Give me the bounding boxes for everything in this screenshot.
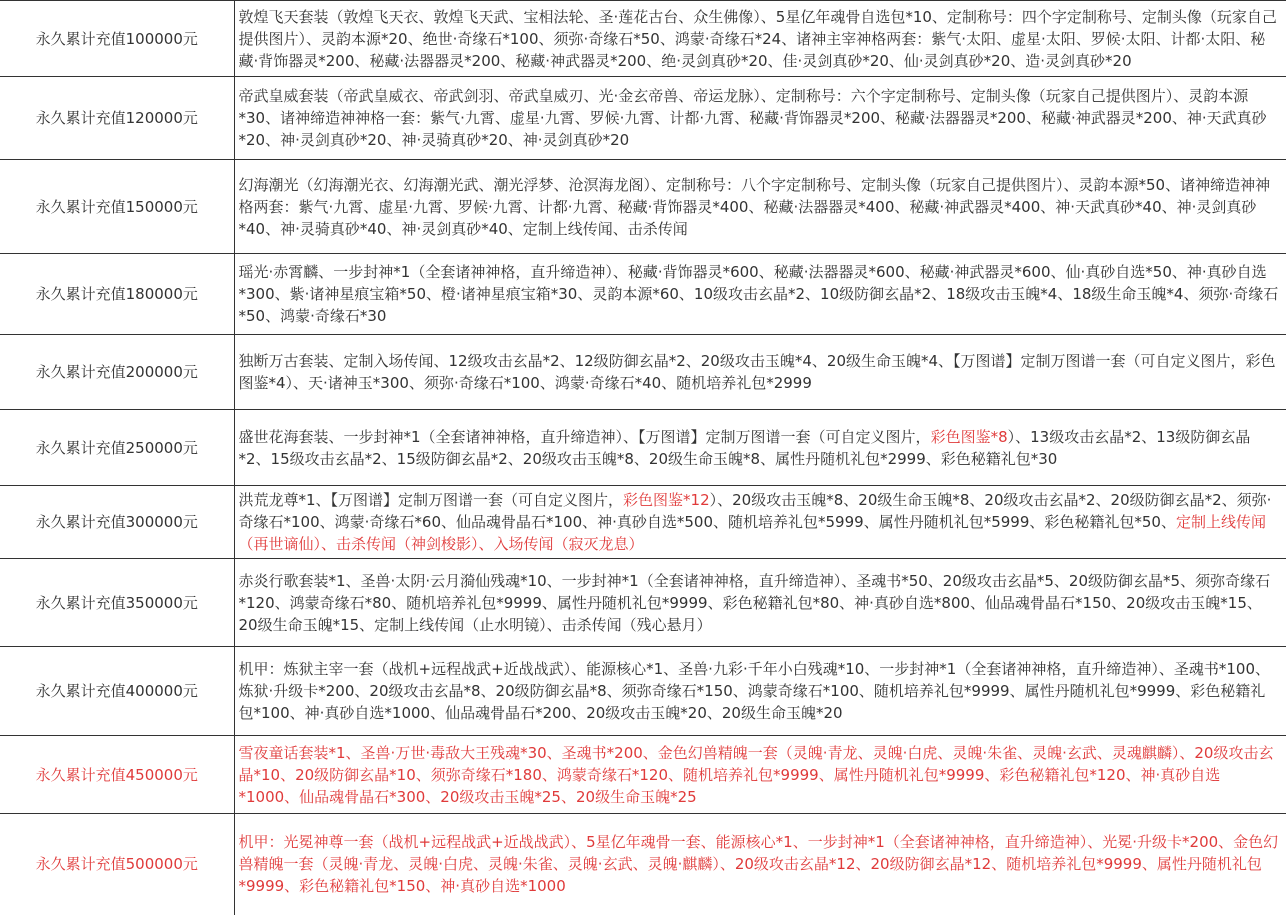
reward-text-highlight: 定制上线传闻（再世谪仙）、击杀传闻（神剑梭影）、入场传闻（寂灭龙息） [238,513,1266,553]
recharge-tier-cell: 永久累计充值450000元 [0,736,234,814]
reward-cell [234,736,1286,814]
reward-text: 机甲：炼狱主宰一套（战机+远程战武+近战战武）、能源核心*1、圣兽·九彩·千年小白残魂*10、一步封神*1（全套诸神神格，直升缔造神）、圣魂书*100、炼狱·升级卡*200、20级攻击玄晶*8、20级防御玄晶*8、须弥奇缘石*150、鸿蒙奇缘石*100、随机培养礼包*9999、属性丹随机礼包*9999、彩色秘籍礼包*100、神·真砂自选*1000、仙品魂骨晶石*200、20级攻击玉魄*20、20级生命玉魄*20 [238,660,1270,722]
table-row [0,736,1286,814]
reward-text: 赤炎行歌套装*1、圣兽·太阴·云月漪仙残魂*10、一步封神*1（全套诸神神格，直升缔造神）、圣魂书*50、20级攻击玄晶*5、20级防御玄晶*5、须弥奇缘石*120、鸿蒙奇缘石*80、随机培养礼包*9999、属性丹随机礼包*9999、彩色秘籍礼包*80、神·真砂自选*800、仙品魂骨晶石*150、20级攻击玉魄*15、20级生命玉魄*15、定制上线传闻（止水明镜）、击杀传闻（残心悬月） [238,571,1271,634]
recharge-tier-cell: 永久累计充值350000元 [0,559,234,647]
reward-cell [234,410,1286,486]
recharge-tier-cell: 永久累计充值500000元 [0,814,234,915]
reward-cell [234,486,1286,559]
reward-cell [234,160,1286,254]
recharge-tier-cell: 永久累计充值200000元 [0,335,234,410]
table-row [0,77,1286,160]
reward-text: 幻海潮光（幻海潮光衣、幻海潮光武、潮光浮梦、沧溟海龙阁）、定制称号：八个字定制称号、定制头像（玩家自己提供图片）、灵韵本源*50、诸神缔造神神格两套：紫气·九霄、虚星·九霄、罗候·九霄、计都·九霄、秘藏·背饰器灵*400、秘藏·法器器灵*400、秘藏·神武器灵*400、神·天武真砂*40、神·灵剑真砂*40、神·灵骑真砂*40、神·灵剑真砂*40、定制上线传闻、击杀传闻 [238,175,1271,238]
recharge-tier-cell: 永久累计充值400000元 [0,647,234,736]
table-row [0,160,1286,254]
reward-cell [234,254,1286,335]
reward-text: ）、20级攻击玉魄*8、20级生命玉魄*8、20级攻击玄晶*2、20级防御玄晶*2、须弥·奇缘石*100、鸿蒙·奇缘石*60、仙品魂骨晶石*100、神·真砂自选*500、随机培养礼包*5999、属性丹随机礼包*5999、彩色秘籍礼包*50、 [238,491,1272,531]
table-row [0,559,1286,647]
recharge-tier-cell: 永久累计充值250000元 [0,410,234,486]
reward-cell [234,559,1286,647]
table-row [0,254,1286,335]
recharge-tier-cell: 永久累计充值180000元 [0,254,234,335]
table-row [0,647,1286,736]
recharge-tier-cell: 永久累计充值300000元 [0,486,234,559]
table-row [0,814,1286,915]
table-row [0,486,1286,559]
reward-text: ）、13级攻击玄晶*2、13级防御玄晶*2、15级攻击玄晶*2、15级防御玄晶*2、20级攻击玉魄*8、20级生命玉魄*8、属性丹随机礼包*2999、彩色秘籍礼包*30 [238,427,1251,468]
reward-text: 盛世花海套装、一步封神*1（全套诸神神格，直升缔造神）、【万图谱】定制万图谱一套（可自定义图片， [238,427,931,446]
reward-cell [234,647,1286,736]
recharge-tier-cell: 永久累计充值120000元 [0,77,234,160]
reward-text-highlight: 彩色图鉴*12 [623,491,710,509]
recharge-tier-cell: 永久累计充值100000元 [0,1,234,77]
table-row [0,410,1286,486]
reward-cell [234,814,1286,915]
reward-text: 瑶光·赤霄麟、一步封神*1（全套诸神神格，直升缔造神）、秘藏·背饰器灵*600、秘藏·法器器灵*600、秘藏·神武器灵*600、仙·真砂自选*50、神·真砂自选*300、紫·诸神星痕宝箱*50、橙·诸神星痕宝箱*30、灵韵本源*60、10级攻击玄晶*2、10级防御玄晶*2、18级攻击玉魄*4、18级生命玉魄*4、须弥·奇缘石*50、鸿蒙·奇缘石*30 [238,263,1279,325]
recharge-tier-cell: 永久累计充值150000元 [0,160,234,254]
reward-text: 帝武皇威套装（帝武皇威衣、帝武剑羽、帝武皇威刃、光·金玄帝兽、帝运龙脉）、定制称号：六个字定制称号、定制头像（玩家自己提供图片）、灵韵本源*30、诸神缔造神神格一套：紫气·九霄、虚星·九霄、罗候·九霄、计都·九霄、秘藏·背饰器灵*200、秘藏·法器器灵*200、秘藏·神武器灵*200、神·天武真砂*20、神·灵剑真砂*20、神·灵骑真砂*20、神·灵剑真砂*20 [238,87,1267,149]
table-row [0,335,1286,410]
table-row [0,1,1286,77]
reward-text: 独断万古套装、定制入场传闻、12级攻击玄晶*2、12级防御玄晶*2、20级攻击玉魄*4、20级生命玉魄*4、【万图谱】定制万图谱一套（可自定义图片，彩色图鉴*4）、天·诸神玉*300、须弥·奇缘石*100、鸿蒙·奇缘石*40、随机培养礼包*2999 [238,352,1276,392]
reward-text-highlight: 机甲：光冕神尊一套（战机+远程战武+近战战武）、5星亿年魂骨一套、能源核心*1、一步封神*1（全套诸神神格，直升缔造神）、光冕·升级卡*200、金色幻兽精魄一套（灵魄·青龙、灵魄·白虎、灵魄·朱雀、灵魄·玄武、灵魄·麒麟）、20级攻击玄晶*12、20级防御玄晶*12、随机培养礼包*9999、属性丹随机礼包*9999、彩色秘籍礼包*150、神·真砂自选*1000 [238,833,1279,896]
reward-text: 敦煌飞天套装（敦煌飞天衣、敦煌飞天武、宝相法轮、圣·莲花古台、众生佛像）、5星亿年魂骨自选包*10、定制称号：四个字定制称号、定制头像（玩家自己提供图片）、灵韵本源*20、绝世·奇缘石*100、须弥·奇缘石*50、鸿蒙·奇缘石*24、诸神主宰神格两套：紫气·太阳、虚星·太阳、罗候·太阳、计都·太阳、秘藏·背饰器灵*200、秘藏·法器器灵*200、秘藏·神武器灵*200、绝·灵剑真砂*20、佳·灵剑真砂*20、仙·灵剑真砂*20、造·灵剑真砂*20 [238,7,1277,70]
reward-text-highlight: 彩色图鉴*8 [930,427,1008,446]
reward-text-highlight: 雪夜童话套装*1、圣兽·万世·毒敌大王残魂*30、圣魂书*200、金色幻兽精魄一套（灵魄·青龙、灵魄·白虎、灵魄·朱雀、灵魄·玄武、灵魂麒麟）、20级攻击玄晶*10、20级防御玄晶*10、须弥奇缘石*180、鸿蒙奇缘石*120、随机培养礼包*9999、属性丹随机礼包*9999、彩色秘籍礼包*120、神·真砂自选*1000、仙品魂骨晶石*300、20级攻击玉魄*25、20级生命玉魄*25 [238,743,1274,806]
reward-cell [234,335,1286,410]
reward-text: 洪荒龙尊*1、【万图谱】定制万图谱一套（可自定义图片， [238,491,624,509]
reward-cell [234,77,1286,160]
reward-cell [234,1,1286,77]
